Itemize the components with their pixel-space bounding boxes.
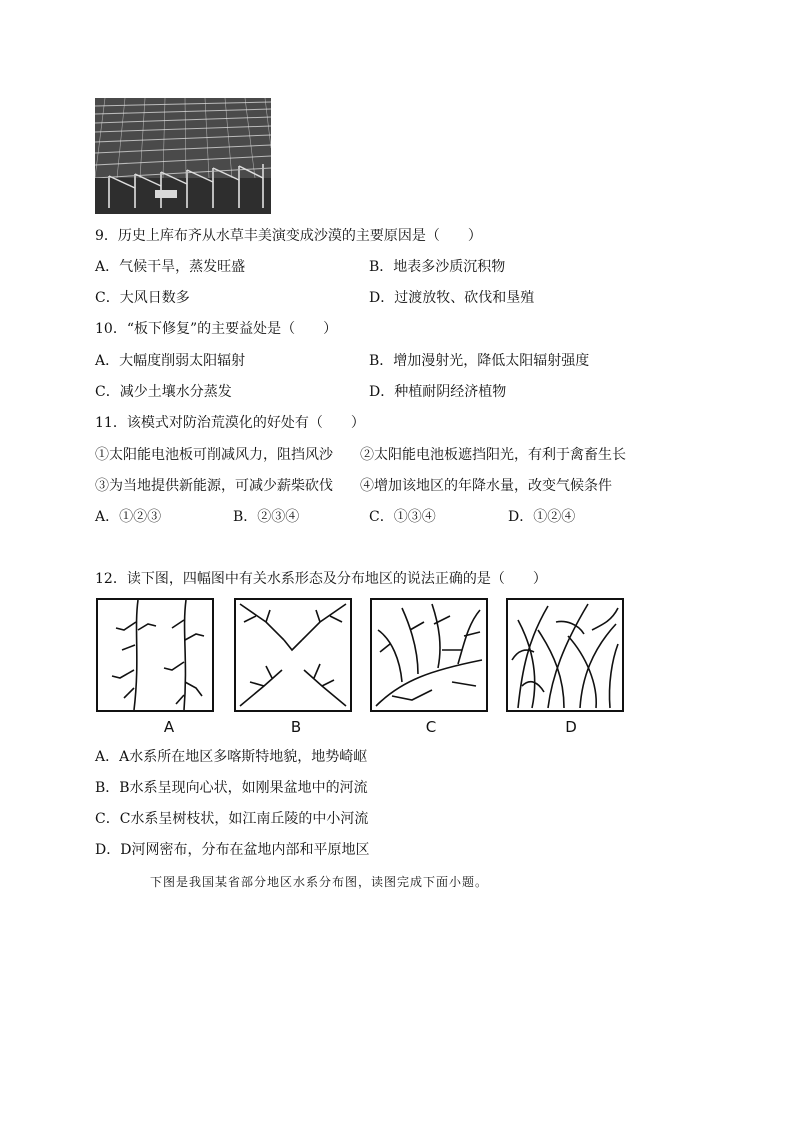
- diagram-a-trellis: [96, 598, 214, 712]
- q11-option-b[interactable]: B．②③④: [233, 509, 300, 525]
- q12-stem: 12．读下图，四幅图中有关水系形态及分布地区的说法正确的是（ ）: [95, 571, 547, 587]
- q11-statement-1: ①太阳能电池板可削减风力，阻挡风沙: [95, 447, 333, 463]
- q9-option-d[interactable]: D．过渡放牧、砍伐和垦殖: [369, 290, 535, 306]
- q12-option-a[interactable]: A．A水系所在地区多喀斯特地貌，地势崎岖: [95, 749, 368, 765]
- diagram-d-label: D: [565, 718, 577, 736]
- diagram-c-dendritic: [370, 598, 488, 712]
- q12-option-c[interactable]: C．C水系呈树枝状，如江南丘陵的中小河流: [95, 811, 369, 827]
- q11-stem: 11．该模式对防治荒漠化的好处有（ ）: [95, 415, 365, 431]
- q10-option-a[interactable]: A．大幅度削弱太阳辐射: [95, 353, 246, 369]
- diagram-b-centripetal: [234, 598, 352, 712]
- diagram-a-label: A: [163, 718, 175, 736]
- q12-option-b[interactable]: B．B水系呈现向心状，如刚果盆地中的河流: [95, 780, 368, 796]
- q9-stem: 9．历史上库布齐从水草丰美演变成沙漠的主要原因是（ ）: [95, 228, 482, 244]
- q11-option-d[interactable]: D．①②④: [508, 509, 576, 525]
- q9-option-a[interactable]: A．气候干旱，蒸发旺盛: [95, 259, 246, 275]
- q10-option-b[interactable]: B．增加漫射光，降低太阳辐射强度: [369, 353, 590, 369]
- diagram-d-dense-network: [506, 598, 624, 712]
- solar-panel-photo: [95, 98, 271, 214]
- diagram-b-label: B: [290, 718, 302, 736]
- q11-statement-2: ②太阳能电池板遮挡阳光，有利于禽畜生长: [360, 447, 626, 463]
- next-figure-caption: 下图是我国某省部分地区水系分布图，读图完成下面小题。: [150, 875, 489, 889]
- diagram-c-label: C: [425, 718, 437, 736]
- q9-option-b[interactable]: B．地表多沙质沉积物: [369, 259, 506, 275]
- q11-statement-4: ④增加该地区的年降水量，改变气候条件: [360, 478, 612, 494]
- q9-option-c[interactable]: C．大风日数多: [95, 290, 190, 306]
- q10-option-d[interactable]: D．种植耐阴经济植物: [369, 384, 507, 400]
- q11-option-a[interactable]: A．①②③: [95, 509, 162, 525]
- q10-option-c[interactable]: C．减少土壤水分蒸发: [95, 384, 232, 400]
- q11-statement-3: ③为当地提供新能源，可减少薪柴砍伐: [95, 478, 333, 494]
- q12-option-d[interactable]: D．D河网密布，分布在盆地内部和平原地区: [95, 842, 370, 858]
- q11-option-c[interactable]: C．①③④: [369, 509, 436, 525]
- q10-stem: 10．“板下修复”的主要益处是（ ）: [95, 321, 338, 337]
